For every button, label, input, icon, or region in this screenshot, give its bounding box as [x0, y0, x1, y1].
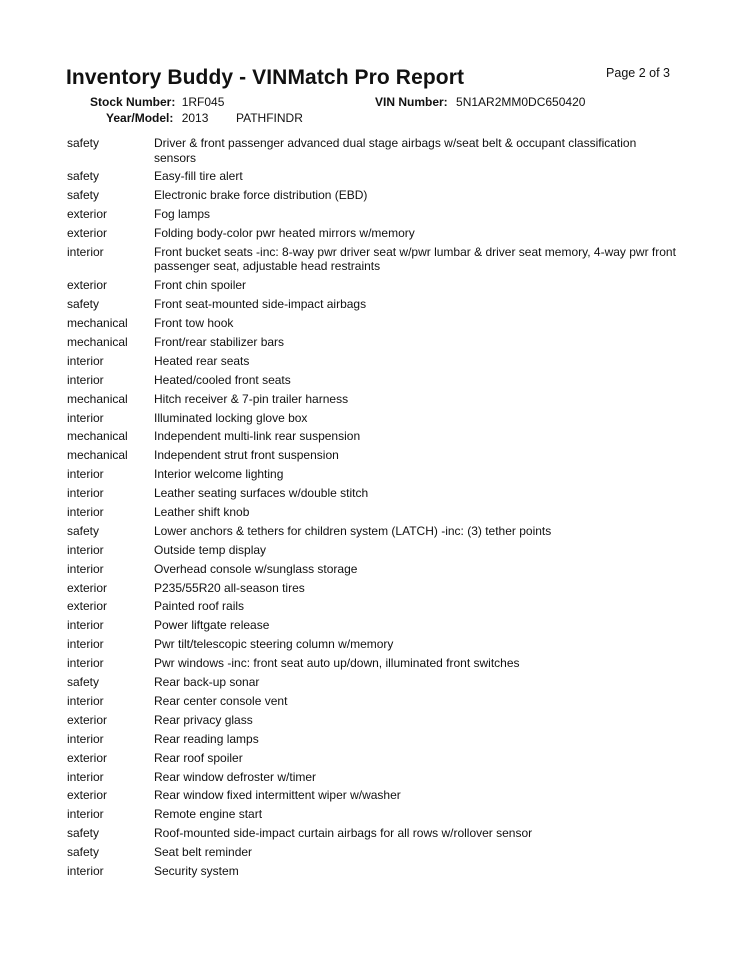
list-item: [67, 352, 677, 371]
list-item: [67, 635, 677, 654]
item-category: mechanical: [67, 316, 128, 331]
list-item: [67, 692, 677, 711]
item-description: Rear center console vent: [154, 693, 288, 708]
list-item: [67, 484, 677, 503]
item-category: mechanical: [67, 391, 128, 406]
year-value: 2013: [181, 111, 209, 125]
item-description: Security system: [154, 863, 239, 878]
item-category: exterior: [67, 278, 108, 293]
list-item: [67, 862, 677, 881]
item-description: Electronic brake force distribution (EBD): [154, 188, 368, 203]
item-category: interior: [67, 656, 104, 671]
list-item: [67, 314, 677, 333]
year-model-label: Year/Model:: [106, 111, 174, 125]
list-item: [67, 503, 677, 522]
list-item: [67, 541, 677, 560]
list-item: [67, 409, 677, 428]
vin-number-value: 5N1AR2MM0DC650420: [456, 95, 586, 109]
item-category: safety: [67, 188, 100, 203]
item-category: interior: [67, 372, 104, 387]
item-category: mechanical: [67, 429, 128, 444]
item-category: interior: [67, 863, 104, 878]
item-category: safety: [67, 845, 100, 860]
item-description: Heated/cooled front seats: [154, 372, 291, 387]
list-item: [67, 786, 677, 805]
list-item: [67, 843, 677, 862]
list-item: [67, 749, 677, 768]
item-description: Front chin spoiler: [154, 278, 247, 293]
item-description: Rear roof spoiler: [154, 750, 243, 765]
item-description: Rear window defroster w/timer: [154, 769, 317, 784]
item-category: safety: [67, 826, 100, 841]
item-description: Rear privacy glass: [154, 712, 253, 727]
vin-number-label: VIN Number:: [375, 95, 448, 109]
list-item: [67, 134, 677, 167]
item-category: interior: [67, 731, 104, 746]
item-description: Pwr tilt/telescopic steering column w/memory: [154, 637, 394, 652]
item-description: Power liftgate release: [154, 618, 270, 633]
list-item: [67, 560, 677, 579]
item-description: Driver & front passenger advanced dual stage airbags w/seat belt & occupant classification sensors: [154, 136, 637, 165]
item-description: Rear window fixed intermittent wiper w/washer: [154, 788, 401, 803]
list-item: [67, 465, 677, 484]
item-description: Leather seating surfaces w/double stitch: [154, 486, 369, 501]
item-description: Heated rear seats: [154, 353, 250, 368]
item-category: safety: [67, 523, 100, 538]
item-description: Independent strut front suspension: [154, 448, 339, 463]
item-category: interior: [67, 618, 104, 633]
item-category: interior: [67, 353, 104, 368]
item-category: exterior: [67, 712, 108, 727]
list-item: [67, 673, 677, 692]
list-item: [67, 333, 677, 352]
item-description: Rear reading lamps: [154, 731, 259, 746]
item-description: Seat belt reminder: [154, 845, 253, 860]
list-item: [67, 224, 677, 243]
item-description: Hitch receiver & 7-pin trailer harness: [154, 391, 349, 406]
item-description: Remote engine start: [154, 807, 263, 822]
item-description: Front/rear stabilizer bars: [154, 335, 285, 350]
list-item: [67, 522, 677, 541]
item-category: exterior: [67, 750, 108, 765]
item-description: Front tow hook: [154, 316, 234, 331]
list-item: [67, 167, 677, 186]
item-category: interior: [67, 561, 104, 576]
list-item: [67, 371, 677, 390]
list-item: [67, 205, 677, 224]
model-value: PATHFINDR: [236, 111, 303, 125]
item-category: safety: [67, 675, 100, 690]
stock-number-label: Stock Number:: [90, 95, 176, 109]
list-item: [67, 805, 677, 824]
item-description: Leather shift knob: [154, 505, 250, 520]
item-description: Folding body-color pwr heated mirrors w/memory: [154, 226, 415, 241]
list-item: [67, 824, 677, 843]
list-item: [67, 654, 677, 673]
item-category: exterior: [67, 580, 108, 595]
list-item: [67, 616, 677, 635]
stock-number: [90, 95, 224, 109]
item-description: Fog lamps: [154, 207, 211, 222]
item-category: mechanical: [67, 335, 128, 350]
item-category: interior: [67, 637, 104, 652]
item-category: exterior: [67, 226, 108, 241]
item-description: Roof-mounted side-impact curtain airbags for all rows w/rollover sensor: [154, 826, 533, 841]
item-category: exterior: [67, 788, 108, 803]
item-category: interior: [67, 467, 104, 482]
list-item: [67, 295, 677, 314]
item-category: safety: [67, 169, 100, 184]
item-description: Illuminated locking glove box: [154, 410, 308, 425]
item-description: Lower anchors & tethers for children system (LATCH) -inc: (3) tether points: [154, 523, 552, 538]
list-item: [67, 768, 677, 787]
item-description: Rear back-up sonar: [154, 675, 260, 690]
page-number: Page 2 of 3: [606, 66, 670, 80]
item-category: interior: [67, 410, 104, 425]
item-category: interior: [67, 807, 104, 822]
item-description: Overhead console w/sunglass storage: [154, 561, 358, 576]
item-category: exterior: [67, 207, 108, 222]
list-item: [67, 711, 677, 730]
item-category: interior: [67, 505, 104, 520]
item-description: Front bucket seats -inc: 8-way pwr driver seat w/pwr lumbar & driver seat memory, 4-way pwr front passenger seat, adjustable head restraints: [154, 244, 676, 274]
item-category: interior: [67, 486, 104, 501]
item-description: Pwr windows -inc: front seat auto up/down, illuminated front switches: [154, 656, 520, 671]
list-item: [67, 597, 677, 616]
list-item: [67, 390, 677, 409]
item-category: safety: [67, 136, 100, 150]
item-category: interior: [67, 693, 104, 708]
item-description: Independent multi-link rear suspension: [154, 429, 361, 444]
report-title: Inventory Buddy - VINMatch Pro Report: [66, 66, 465, 89]
list-item: [67, 446, 677, 465]
item-description: Outside temp display: [154, 542, 267, 557]
item-description: Painted roof rails: [154, 599, 245, 614]
list-item: [67, 276, 677, 295]
stock-number-value: 1RF045: [181, 95, 225, 109]
item-description: Front seat-mounted side-impact airbags: [154, 297, 367, 312]
item-category: exterior: [67, 599, 108, 614]
item-description: Interior welcome lighting: [154, 467, 284, 482]
item-category: interior: [67, 542, 104, 557]
list-item: [67, 427, 677, 446]
list-item: [67, 579, 677, 598]
item-category: safety: [67, 297, 100, 312]
item-category: interior: [67, 769, 104, 784]
list-item: [67, 243, 677, 276]
vin-number: [375, 95, 585, 109]
list-item: [67, 730, 677, 749]
list-item: [67, 186, 677, 205]
year-model: [106, 111, 208, 125]
item-description: Easy-fill tire alert: [154, 169, 243, 184]
feature-list: [67, 134, 677, 881]
item-category: interior: [67, 244, 104, 259]
item-description: P235/55R20 all-season tires: [154, 580, 305, 595]
item-category: mechanical: [67, 448, 128, 463]
